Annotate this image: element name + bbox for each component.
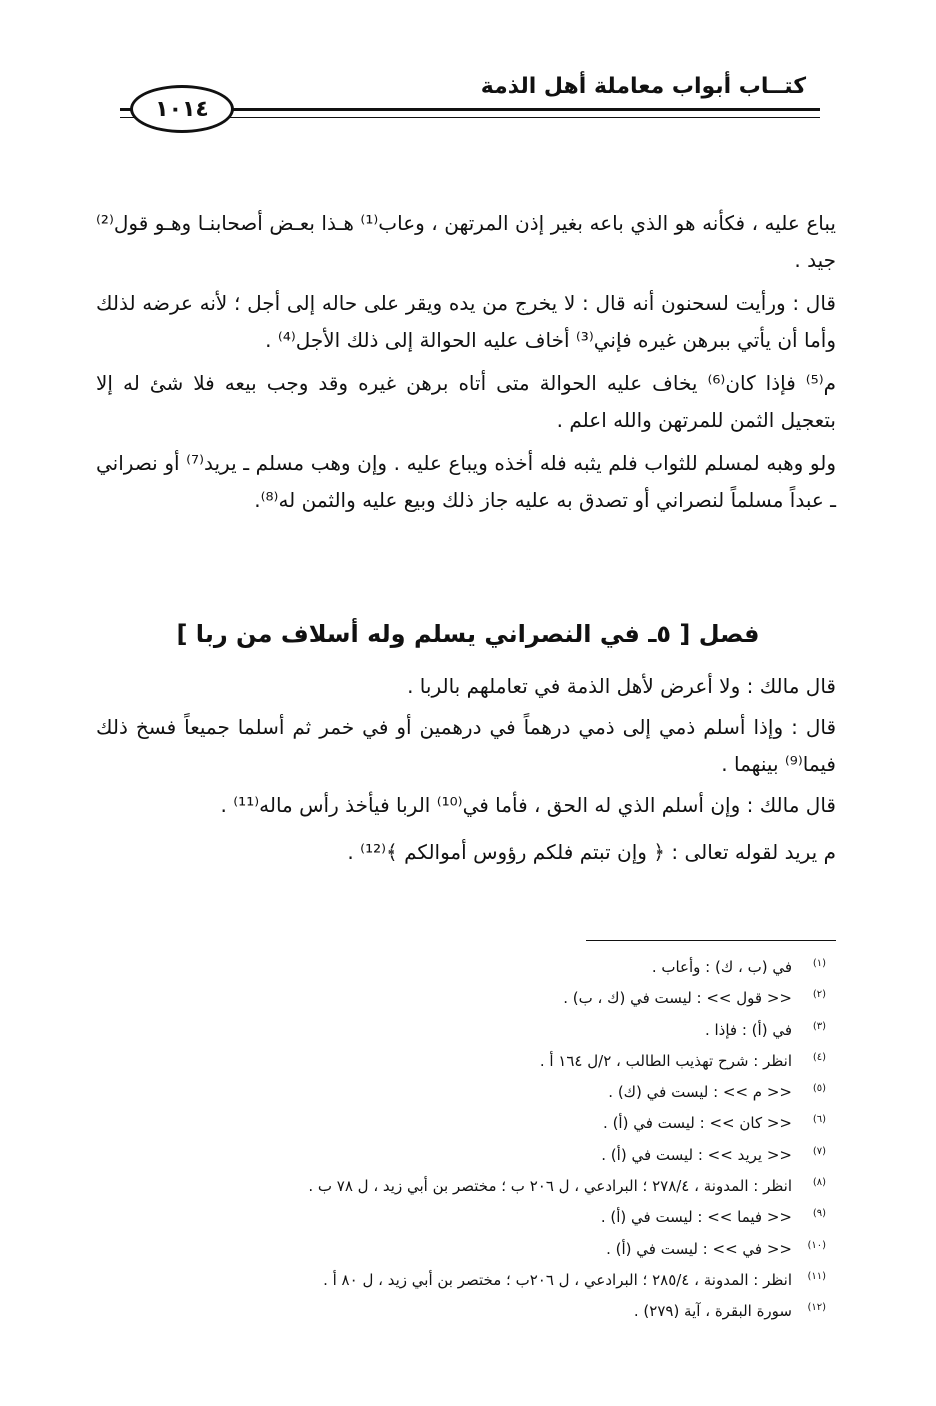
footnote-text: << كان >> : ليست في (أ) . (603, 1114, 792, 1133)
paragraph-1: يباع عليه ، فكأنه هو الذي باعه بغير إذن المرتهن ، وعاب⁽¹⁾ هـذا بعـض أصحابنـا وهـو قول⁽²⁾ جيد . (96, 211, 836, 272)
paragraph-8: م يريد لقوله تعالى : ﴿ وإن تبتم فلكم رؤوس أموالكم ﴾⁽¹²⁾ . (347, 840, 836, 864)
footnote-text: << يريد >> : ليست في (أ) . (601, 1145, 792, 1164)
page-number (130, 85, 234, 133)
footnote-number: (٢) (812, 989, 826, 1001)
footnote (106, 1232, 826, 1263)
footnote (106, 950, 826, 981)
footnote-number: (٥) (812, 1083, 826, 1095)
footnote (106, 981, 826, 1012)
paragraph-6: قال : وإذا أسلم ذمي إلى ذمي درهماً في درهمين أو في خمر ثم أسلما جميعاً فسخ ذلك فيما⁽⁹⁾ بينهما . (96, 715, 836, 776)
paragraph-2: قال : ورأيت لسحنون أنه قال : لا يخرج من يده ويقر على حاله إلى أجل ؛ لأنه عرضه لذلك وأما أن يأتي ببرهن غيره فإني⁽³⁾ أخاف عليه الحوالة إلى ذلك الأجل⁽⁴⁾ . (96, 291, 836, 352)
footnote-text: << قول >> : ليست في (ك ، ب) . (563, 989, 792, 1008)
paragraph-7: قال مالك : وإن أسلم الذي له الحق ، فأما في⁽¹⁰⁾ الربا فيأخذ رأس ماله⁽¹¹⁾ . (220, 793, 836, 817)
footnote (106, 1200, 826, 1231)
footnote-text: سورة البقرة ، آية (٢٧٩) . (633, 1302, 792, 1321)
footnote-text: انظر : شرح تهذيب الطالب ، ٢/ل ١٦٤ أ . (539, 1051, 792, 1070)
body-text-bottom (96, 668, 836, 871)
paragraph-4: ولو وهبه لمسلم للثواب فلم يثبه فله أخذه ويباع عليه . وإن وهب مسلم ـ يريد⁽⁷⁾ أو نصراني ـ عبداً مسلماً لنصراني أو تصدق به عليه جاز ذلك وبيع عليه والثمن له⁽⁸⁾. (96, 451, 836, 512)
footnote-number: (٦) (812, 1114, 826, 1126)
footnote-number: (٧) (812, 1145, 826, 1157)
footnote (106, 1294, 826, 1325)
footnote-text: في (أ) : فإذا . (704, 1020, 792, 1039)
page-number-text: ١٠١٤ (155, 96, 209, 122)
footnote-text: انظر : المدونة ، ٢٨٥/٤ ؛ البرادعي ، ل ٢٠٦ب ؛ مختصر بن أبي زيد ، ل ٨٠ أ . (323, 1270, 792, 1289)
footnote-number: (١٢) (807, 1302, 826, 1314)
footnote-number: (٣) (812, 1020, 826, 1032)
footnote (106, 1106, 826, 1137)
footnote-text: << في >> : ليست في (أ) . (606, 1239, 792, 1258)
footnotes (106, 950, 826, 1326)
footnote (106, 1138, 826, 1169)
footnote-text: << م >> : ليست في (ك) . (608, 1083, 792, 1102)
section-heading: فصل [ ٥ـ في النصراني يسلم وله أسلاف من ربا ] (176, 620, 760, 648)
paragraph-5: قال مالك : ولا أعرض لأهل الذمة في تعاملهم بالربا . (407, 674, 836, 698)
paragraph-3: م⁽⁵⁾ فإذا كان⁽⁶⁾ يخاف عليه الحوالة متى أتاه برهن غيره وقد وجب بيعه فلا شئ له إلا بتعجيل الثمن للمرتهن والله اعلم . (96, 371, 836, 432)
footnote (106, 1169, 826, 1200)
footnote-number: (١٠) (807, 1239, 826, 1251)
footnote (106, 1263, 826, 1294)
footnote (106, 1075, 826, 1106)
footnote (106, 1013, 826, 1044)
footnote-text: في (ب ، ك) : وأعاب . (651, 958, 792, 976)
footnote-number: (١) (812, 958, 826, 969)
footnote-separator (586, 940, 836, 941)
footnote-number: (١١) (807, 1270, 826, 1282)
body-text-top (96, 205, 836, 519)
footnote-text: انظر : المدونة ، ٢٧٨/٤ ؛ البرادعي ، ل ٢٠٦ ب ؛ مختصر بن أبي زيد ، ل ٧٨ ب . (308, 1177, 792, 1196)
footnote-text: << فيما >> : ليست في (أ) . (600, 1208, 792, 1227)
footnote-number: (٩) (812, 1208, 826, 1220)
footnote-number: (٤) (812, 1051, 826, 1063)
running-header-title: كتــاب أبواب معاملة أهل الذمة (480, 74, 806, 99)
footnote-number: (٨) (812, 1177, 826, 1189)
footnote (106, 1044, 826, 1075)
